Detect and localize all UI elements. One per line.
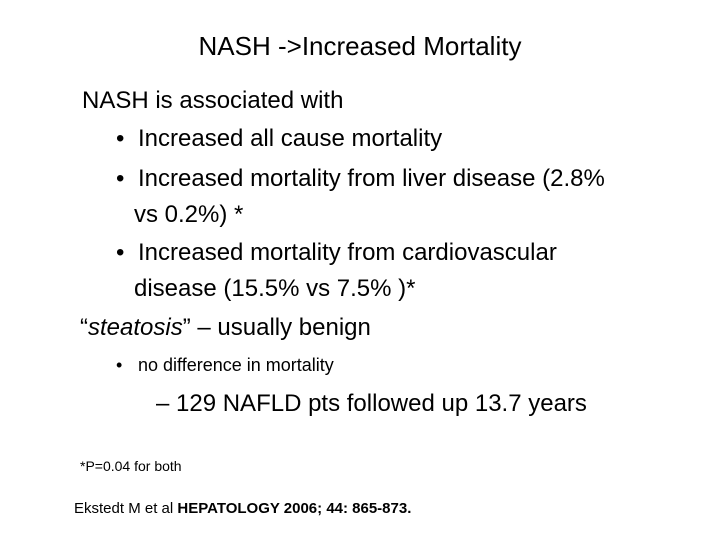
bullet-text: Increased mortality from cardiovascular	[138, 239, 557, 266]
bullet-text: Increased mortality from liver disease (2.8%	[138, 165, 605, 192]
bullet-marker: •	[116, 239, 125, 266]
bullet-cardiovascular-cont: disease (15.5% vs 7.5% )*	[134, 275, 416, 302]
sub-bullet-text: no difference in mortality	[138, 355, 334, 375]
citation-authors: Ekstedt M et al	[74, 500, 178, 517]
bullet-liver-disease	[116, 162, 605, 196]
steatosis-rest: ” – usually benign	[182, 314, 371, 341]
bullet-all-cause-mortality	[116, 122, 442, 156]
bullet-cardiovascular	[116, 236, 557, 270]
bullet-marker: •	[116, 355, 123, 375]
steatosis-term: steatosis	[88, 314, 183, 341]
citation	[74, 499, 411, 519]
dash-item-nafld: – 129 NAFLD pts followed up 13.7 years	[156, 390, 587, 417]
footnote: *P=0.04 for both	[80, 458, 182, 474]
open-quote: “	[80, 314, 88, 341]
steatosis-line	[80, 311, 371, 345]
bullet-text: Increased all cause mortality	[138, 125, 443, 152]
intro-text: NASH is associated with	[82, 87, 344, 114]
slide-title: NASH ->Increased Mortality	[198, 31, 522, 61]
citation-journal: HEPATOLOGY 2006; 44: 865-873.	[177, 500, 412, 517]
bullet-marker: •	[116, 125, 125, 152]
sub-bullet-no-difference	[116, 352, 334, 378]
bullet-marker: •	[116, 165, 125, 192]
bullet-liver-disease-cont: vs 0.2%) *	[134, 201, 244, 228]
